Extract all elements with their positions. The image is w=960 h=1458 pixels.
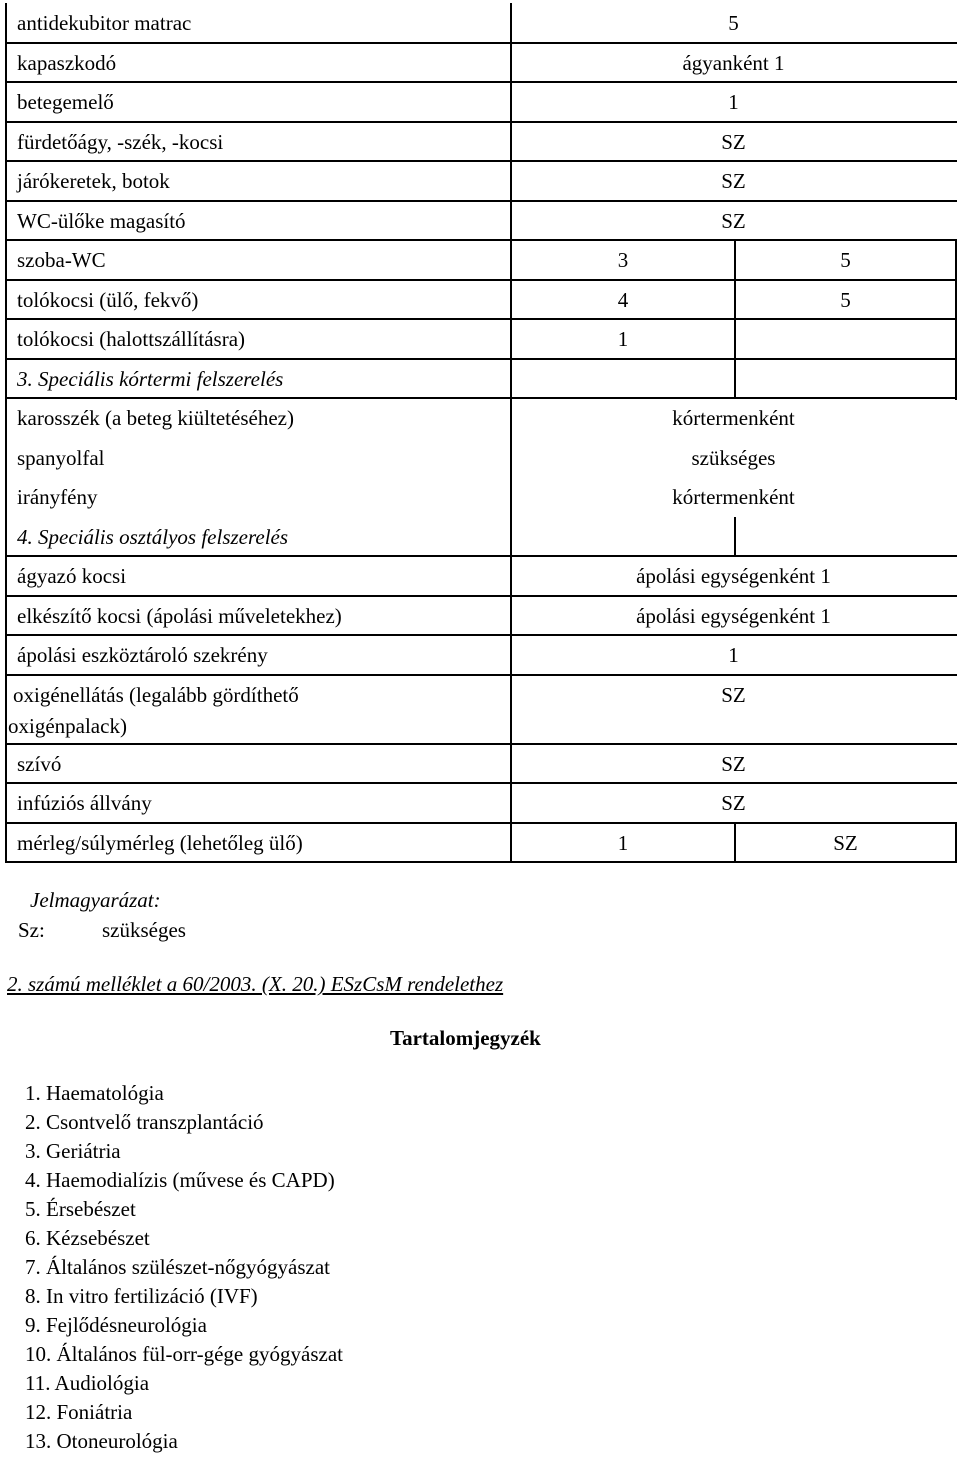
row-value: SZ xyxy=(721,208,746,233)
row-label: betegemelő xyxy=(17,90,114,114)
legend-meaning: szükséges xyxy=(102,918,186,942)
toc-item: 6. Kézsebészet xyxy=(25,1226,150,1250)
table-row-line xyxy=(5,81,957,83)
table-row-line xyxy=(5,555,957,557)
table-border-right-last xyxy=(955,823,957,863)
toc-item: 9. Fejlődésneurológia xyxy=(25,1313,207,1337)
table-row-line xyxy=(5,239,957,241)
row-label: szoba-WC xyxy=(17,248,106,272)
table-row-line xyxy=(5,782,957,784)
row-label: kapaszkodó xyxy=(17,50,117,75)
table-row-line xyxy=(5,634,957,636)
row-value: 1 xyxy=(728,90,739,114)
toc-item: 7. Általános szülészet-nőgyógyászat xyxy=(25,1255,330,1279)
row-value: 1 xyxy=(617,830,629,855)
row-label: antidekubitor matrac xyxy=(17,11,192,35)
row-value: SZ xyxy=(721,169,746,193)
table-border-right xyxy=(955,240,957,400)
table-row-line xyxy=(5,861,957,863)
row-label: ápolási eszköztároló szekrény xyxy=(17,643,268,667)
row-label: mérleg/súlymérleg (lehetőleg ülő) xyxy=(17,830,303,855)
row-label: karosszék (a beteg kiültetéséhez) xyxy=(17,406,294,430)
row-label: infúziós állvány xyxy=(17,791,152,815)
toc-list xyxy=(25,1081,343,1458)
toc-item: 11. Audiológia xyxy=(25,1371,150,1395)
row-value: ápolási egységenként 1 xyxy=(636,564,831,588)
row-value: SZ xyxy=(721,751,746,776)
row-label: ágyazó kocsi xyxy=(17,564,127,588)
table-row-line xyxy=(5,200,957,202)
toc-item: 3. Geriátria xyxy=(25,1139,121,1163)
table-row-line xyxy=(5,358,957,360)
equipment-table xyxy=(5,3,957,861)
row-label: oxigénpalack) xyxy=(8,713,127,738)
table-subcolumn-divider xyxy=(734,517,736,557)
table-row-line xyxy=(5,674,957,676)
row-value: SZ xyxy=(721,682,746,707)
table-row-line xyxy=(5,160,957,162)
annex-title: 2. számú melléklet a 60/2003. (X. 20.) ESzCsM rendelethez xyxy=(7,972,504,996)
toc-item: 8. In vitro fertilizáció (IVF) xyxy=(25,1284,258,1308)
legend-key: Sz: xyxy=(18,918,45,942)
row-value: 5 xyxy=(840,248,851,272)
row-label: járókeretek, botok xyxy=(17,169,170,193)
table-row-line xyxy=(5,121,957,123)
row-value: 1 xyxy=(617,327,629,351)
toc-item: 10. Általános fül-orr-gége gyógyászat xyxy=(25,1342,343,1366)
row-label: irányfény xyxy=(17,485,98,509)
table-row-line xyxy=(5,743,957,745)
row-value: szükséges xyxy=(691,445,776,470)
toc-item: 1. Haematológia xyxy=(25,1081,164,1105)
row-value: ágyanként 1 xyxy=(682,50,785,75)
table-row-line xyxy=(5,595,957,597)
section-heading: 4. Speciális osztályos felszerelés xyxy=(17,524,289,549)
table-row-line xyxy=(5,318,957,320)
toc-item: 2. Csontvelő transzplantáció xyxy=(25,1110,264,1134)
row-value: SZ xyxy=(721,129,746,154)
table-row-line xyxy=(5,42,957,44)
row-value: 1 xyxy=(728,643,739,667)
table-row-line xyxy=(5,397,957,399)
row-label: elkészítő kocsi (ápolási műveletekhez) xyxy=(17,603,342,628)
row-value: 3 xyxy=(617,248,629,272)
row-label: WC-ülőke magasító xyxy=(17,208,186,233)
row-label: tolókocsi (ülő, fekvő) xyxy=(17,287,199,312)
toc-item: 12. Foniátria xyxy=(25,1400,133,1424)
row-label: oxigénellátás (legalább gördíthető xyxy=(13,682,299,707)
row-value: kórtermenként xyxy=(672,406,795,430)
legend-title: Jelmagyarázat: xyxy=(30,888,161,912)
row-value: 4 xyxy=(617,287,629,312)
table-border-left xyxy=(5,3,7,862)
toc-item: 5. Érsebészet xyxy=(25,1197,136,1221)
table-row-line xyxy=(5,822,957,824)
toc-item: 4. Haemodialízis (művese és CAPD) xyxy=(25,1168,335,1192)
row-value: 5 xyxy=(840,287,851,312)
row-value: SZ xyxy=(833,830,858,855)
table-row-line xyxy=(5,279,957,281)
row-label: spanyolfal xyxy=(17,445,105,470)
section-heading: 3. Speciális kórtermi felszerelés xyxy=(17,366,284,391)
row-value: 5 xyxy=(728,11,739,35)
row-value: SZ xyxy=(721,791,746,815)
row-value: ápolási egységenként 1 xyxy=(636,603,831,628)
row-label: szívó xyxy=(17,751,62,776)
row-label: fürdetőágy, -szék, -kocsi xyxy=(17,129,224,154)
toc-title: Tartalomjegyzék xyxy=(390,1026,541,1050)
row-value: kórtermenként xyxy=(672,485,795,509)
toc-item: 13. Otoneurológia xyxy=(25,1429,178,1453)
row-label: tolókocsi (halottszállításra) xyxy=(17,327,246,351)
